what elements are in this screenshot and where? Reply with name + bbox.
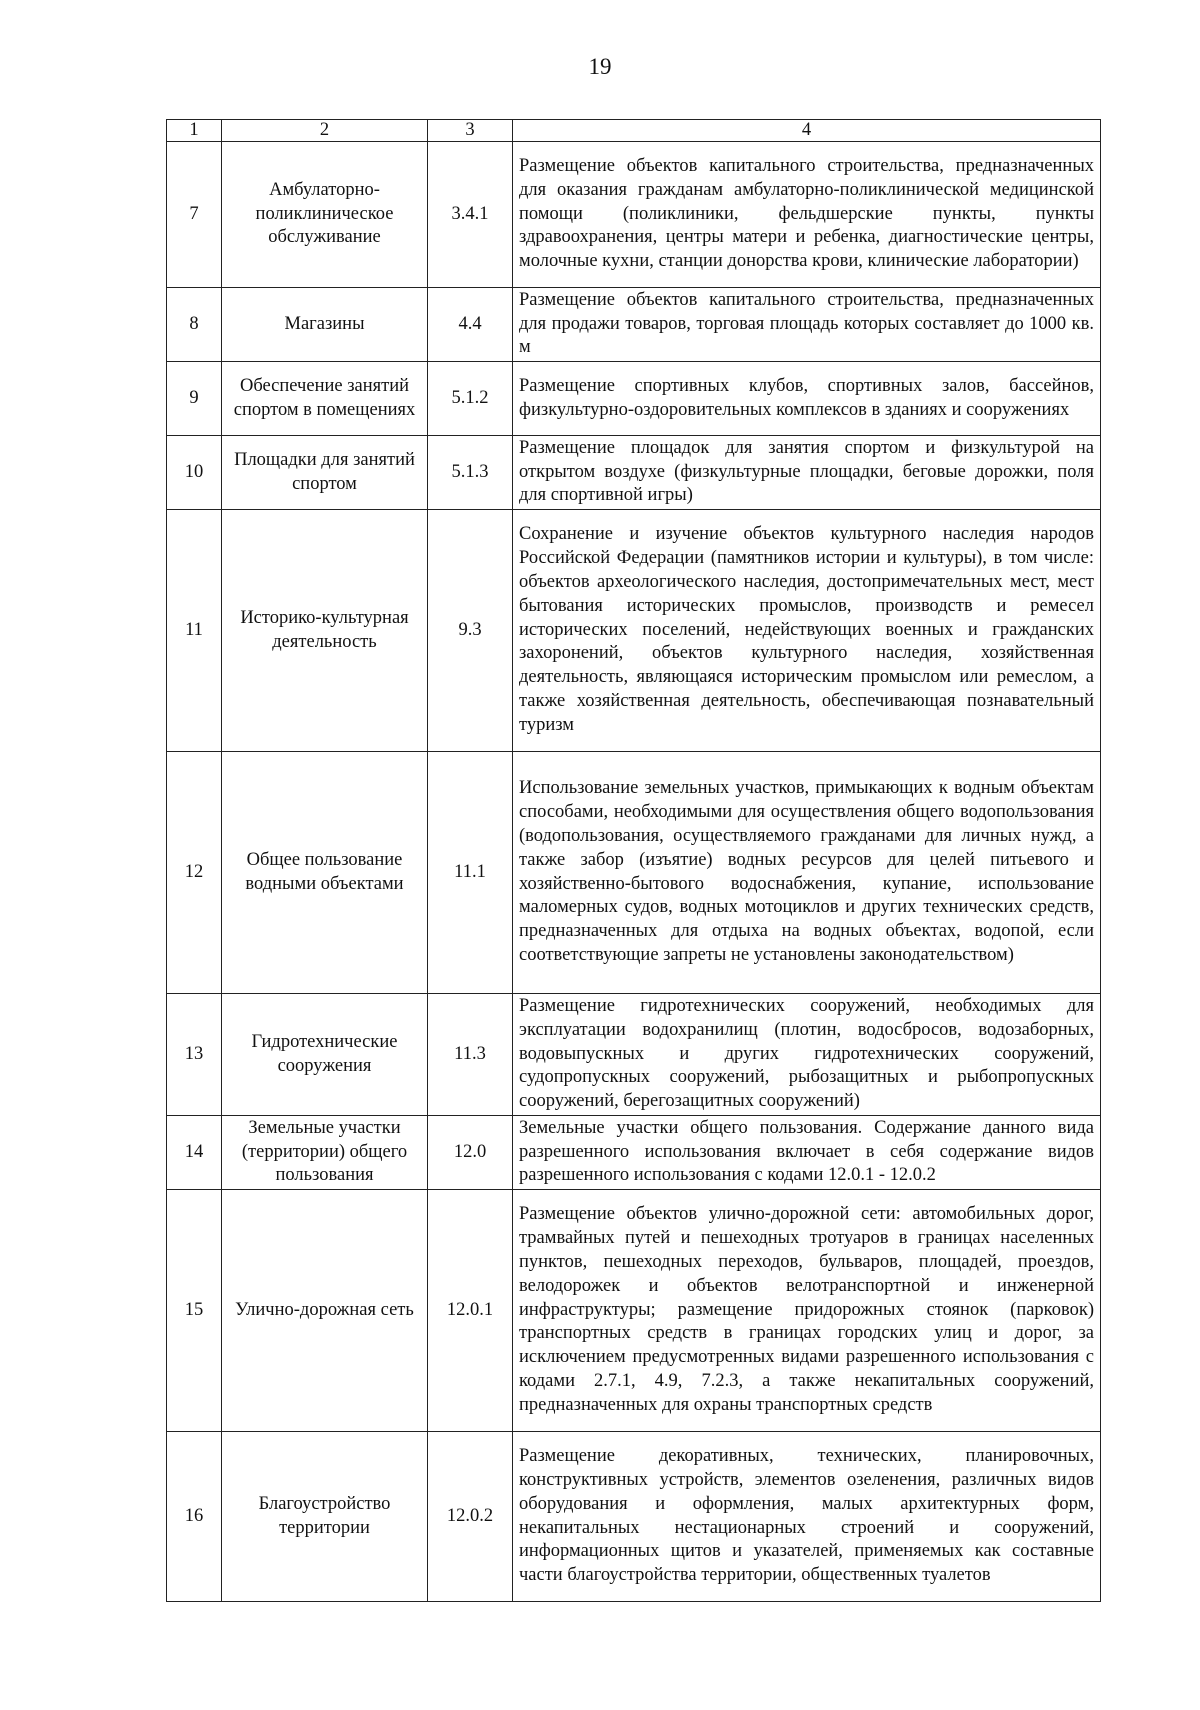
use-type-code: 11.3: [428, 994, 513, 1116]
use-type-name: Благоустройство территории: [222, 1432, 428, 1602]
use-type-description: Размещение спортивных клубов, спортивных залов, бассейнов, физкультурно-оздоровительных комплексов в зданиях и сооружениях: [513, 362, 1101, 436]
column-header-4: 4: [513, 120, 1101, 142]
use-type-code: 9.3: [428, 510, 513, 752]
use-type-code: 3.4.1: [428, 142, 513, 288]
row-number: 12: [167, 752, 222, 994]
use-type-code: 5.1.2: [428, 362, 513, 436]
use-type-description: Размещение гидротехнических сооружений, необходимых для эксплуатации водохранилищ (плотин, водосбросов, водозаборных, водовыпускных и других гидротехнических сооружений, судопропускных сооружений, рыбозащитных и рыбопропускных сооружений, берегозащитных сооружений): [513, 994, 1101, 1116]
table-row: [167, 510, 1101, 752]
page-number: 19: [588, 54, 612, 79]
use-type-description: Земельные участки общего пользования. Содержание данного вида разрешенного использования включает в себя содержание видов разрешенного использования с кодами 12.0.1 - 12.0.2: [513, 1116, 1101, 1190]
land-use-table: [166, 119, 1101, 1602]
use-type-code: 5.1.3: [428, 436, 513, 510]
column-header-3: 3: [428, 120, 513, 142]
use-type-name: Историко-культурная деятельность: [222, 510, 428, 752]
use-type-description: Размещение декоративных, технических, планировочных, конструктивных устройств, элементов озеленения, различных видов оборудования и оформления, малых архитектурных форм, некапитальных нестационарных строений и сооружений, информационных щитов и указателей, применяемых как составные части благоустройства территории, общественных туалетов: [513, 1432, 1101, 1602]
column-header-1: 1: [167, 120, 222, 142]
table-row: [167, 436, 1101, 510]
row-number: 15: [167, 1190, 222, 1432]
use-type-name: Общее пользование водными объектами: [222, 752, 428, 994]
use-type-description: Сохранение и изучение объектов культурного наследия народов Российской Федерации (памятников истории и культуры), в том числе: объектов археологического наследия, достопримечательных мест, мест бытования исторических промыслов, производств и ремесел исторических поселений, недействующих военных и гражданских захоронений, объектов культурного наследия, хозяйственная деятельность, являющаяся историческим промыслом или ремеслом, а также хозяйственная деятельность, обеспечивающая познавательный туризм: [513, 510, 1101, 752]
column-header-2: 2: [222, 120, 428, 142]
use-type-code: 12.0.1: [428, 1190, 513, 1432]
use-type-description: Размещение объектов улично-дорожной сети: автомобильных дорог, трамвайных путей и пешеходных тротуаров в границах населенных пунктов, пешеходных переходов, бульваров, площадей, проездов, велодорожек и объектов велотранспортной и инженерной инфраструктуры; размещение придорожных стоянок (парковок) транспортных средств в границах городских улиц и дорог, за исключением предусмотренных видами разрешенного использования с кодами 2.7.1, 4.9, 7.2.3, а также некапитальных сооружений, предназначенных для охраны транспортных средств: [513, 1190, 1101, 1432]
table-row: [167, 1116, 1101, 1190]
table-row: [167, 362, 1101, 436]
table-row: [167, 1190, 1101, 1432]
use-type-name: Земельные участки (территории) общего пользования: [222, 1116, 428, 1190]
use-type-description: Размещение объектов капитального строительства, предназначенных для продажи товаров, торговая площадь которых составляет до 1000 кв. м: [513, 288, 1101, 362]
use-type-code: 11.1: [428, 752, 513, 994]
use-type-description: Размещение площадок для занятия спортом и физкультурой на открытом воздухе (физкультурные площадки, беговые дорожки, поля для спортивной игры): [513, 436, 1101, 510]
table-row: [167, 1432, 1101, 1602]
table-row: [167, 142, 1101, 288]
use-type-code: 4.4: [428, 288, 513, 362]
row-number: 13: [167, 994, 222, 1116]
use-type-description: Использование земельных участков, примыкающих к водным объектам способами, необходимыми для осуществления общего водопользования (водопользования, осуществляемого гражданами для личных нужд, а также забор (изъятие) водных ресурсов для целей питьевого и хозяйственно-бытового водоснабжения, купание, использование маломерных судов, водных мотоциклов и других технических средств, предназначенных для отдыха на водных объектах, водопой, если соответствующие запреты не установлены законодательством): [513, 752, 1101, 994]
row-number: 9: [167, 362, 222, 436]
use-type-name: Улично-дорожная сеть: [222, 1190, 428, 1432]
row-number: 11: [167, 510, 222, 752]
use-type-name: Магазины: [222, 288, 428, 362]
row-number: 8: [167, 288, 222, 362]
use-type-description: Размещение объектов капитального строительства, предназначенных для оказания гражданам амбулаторно-поликлинической медицинской помощи (поликлиники, фельдшерские пункты, пункты здравоохранения, центры матери и ребенка, диагностические центры, молочные кухни, станции донорства крови, клинические лаборатории): [513, 142, 1101, 288]
table-row: [167, 752, 1101, 994]
use-type-code: 12.0.2: [428, 1432, 513, 1602]
use-type-name: Обеспечение занятий спортом в помещениях: [222, 362, 428, 436]
row-number: 16: [167, 1432, 222, 1602]
row-number: 14: [167, 1116, 222, 1190]
table-header-row: [167, 120, 1101, 142]
use-type-name: Гидротехнические сооружения: [222, 994, 428, 1116]
use-type-code: 12.0: [428, 1116, 513, 1190]
table-row: [167, 288, 1101, 362]
use-type-name: Амбулаторно-поликлиническое обслуживание: [222, 142, 428, 288]
row-number: 7: [167, 142, 222, 288]
table-row: [167, 994, 1101, 1116]
use-type-name: Площадки для занятий спортом: [222, 436, 428, 510]
row-number: 10: [167, 436, 222, 510]
